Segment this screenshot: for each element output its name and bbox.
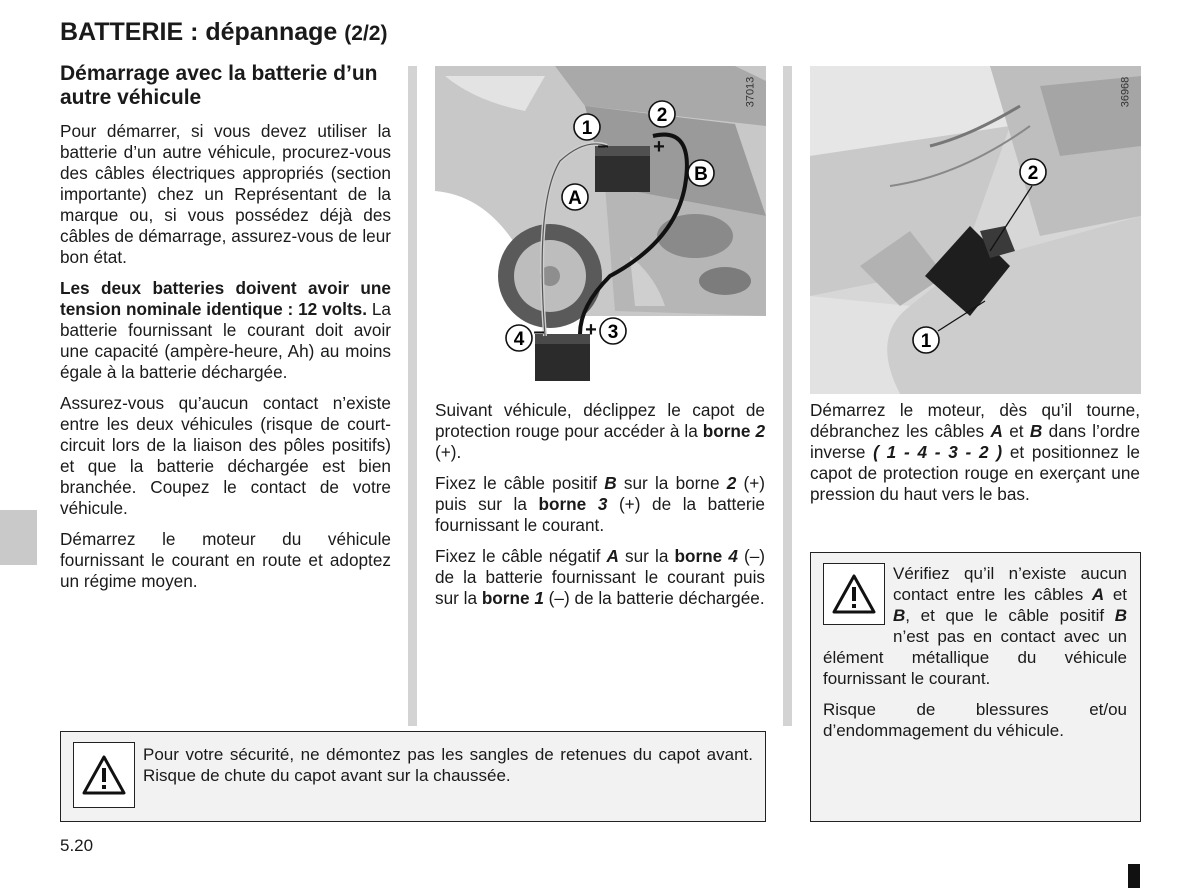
text-span: et bbox=[1104, 585, 1128, 604]
warning-triangle-icon bbox=[81, 754, 127, 796]
column-separator-left bbox=[408, 66, 417, 726]
label-A: A bbox=[568, 188, 582, 209]
figure-number: 37013 bbox=[744, 76, 757, 108]
plus-sign-2: + bbox=[653, 136, 665, 158]
icon-spacer bbox=[823, 563, 893, 647]
paragraph-voltage bbox=[60, 278, 391, 383]
warning-box-hood bbox=[60, 731, 766, 822]
label-4: 4 bbox=[513, 329, 525, 350]
figure-number: 36968 bbox=[1119, 76, 1132, 108]
label-2: 2 bbox=[656, 105, 668, 126]
chapter-tab bbox=[0, 510, 37, 565]
paragraph-unclip bbox=[435, 400, 765, 463]
text-span: Suivant véhicule, déclippez le capot de protection rouge pour accéder à la bbox=[435, 400, 765, 441]
voltage-bold: Les deux batteries doivent avoir une tension nominale identique : 12 volts. bbox=[60, 278, 391, 319]
text-span: Vérifiez qu’il n’existe aucun contact entre les câbles bbox=[893, 564, 1127, 604]
text-span: (+) puis sur la bbox=[435, 473, 765, 514]
page-number: 5.20 bbox=[60, 836, 94, 855]
minus-sign-1: – bbox=[597, 135, 609, 157]
text-span: (+) de la batterie fournissant le courant. bbox=[435, 494, 765, 535]
paragraph-negative-cable bbox=[435, 546, 765, 609]
page-corner-mark bbox=[1128, 864, 1140, 888]
paragraph-cables: Pour démarrer, si vous devez utiliser la batterie d’un autre véhicule, procurez-vous des câbles électriques appropriés (section importante) chez un Représentant de la marque ou, si vous possédez déjà des câbles de démarrage, assurez-vous de leur bon état. bbox=[60, 121, 391, 267]
terminal-2: 2 bbox=[726, 473, 737, 493]
text-span: Démarrez le moteur, dès qu’il tourne, débranchez les câbles bbox=[810, 400, 1140, 441]
label-1: 1 bbox=[581, 118, 593, 139]
figure-jump-start bbox=[435, 66, 766, 389]
page-title bbox=[60, 18, 387, 47]
cable-B: B bbox=[1114, 606, 1127, 625]
section-title: Démarrage avec la batterie d’un autre véhicule bbox=[60, 62, 378, 109]
cable-B: B bbox=[893, 606, 906, 625]
terminal-4: 4 bbox=[728, 546, 738, 566]
text-bold: borne bbox=[702, 421, 751, 441]
label-3: 3 bbox=[607, 322, 619, 343]
paragraph-positive-cable bbox=[435, 473, 765, 536]
terminal-1: 1 bbox=[534, 588, 544, 608]
text-span: sur la borne bbox=[616, 473, 727, 493]
cable-B: B bbox=[604, 473, 617, 493]
cable-A: A bbox=[990, 421, 1003, 441]
disconnect-sequence: ( 1 - 4 - 3 - 2 ) bbox=[873, 442, 1003, 462]
warning-icon bbox=[73, 742, 135, 808]
middle-column bbox=[435, 400, 765, 619]
warning-paragraph-risk: Risque de blessures et/ou d’endommagement du véhicule. bbox=[823, 700, 1127, 740]
text-span: , et que le câble positif bbox=[905, 606, 1115, 625]
voltage-rest: La batterie fournissant le courant doit avoir une capacité (ampère-heure, Ah) au moins égale à la batterie déchargée. bbox=[60, 299, 391, 382]
plus-sign-3: + bbox=[585, 319, 597, 341]
warning-text bbox=[143, 744, 753, 796]
text-span: Fixez le câble négatif bbox=[435, 546, 607, 566]
minus-sign-4: – bbox=[533, 321, 545, 343]
warning-paragraph-contact bbox=[823, 563, 1127, 689]
page-title-part: (2/2) bbox=[344, 22, 388, 45]
warning-text bbox=[823, 563, 1127, 751]
cable-A: A bbox=[606, 546, 619, 566]
label-B: B bbox=[694, 164, 708, 185]
text-span: dans l’ordre inverse bbox=[810, 421, 1140, 462]
text-bold: borne bbox=[481, 588, 530, 608]
page-title-main: BATTERIE : dépannage bbox=[60, 18, 338, 46]
text-span: sur la bbox=[618, 546, 675, 566]
label-2: 2 bbox=[1027, 163, 1039, 184]
column-separator-right bbox=[783, 66, 792, 726]
terminal-3: 3 bbox=[597, 494, 608, 514]
right-column bbox=[810, 400, 1140, 515]
warning-box-cables bbox=[810, 552, 1141, 822]
terminal-2: 2 bbox=[755, 421, 765, 441]
cable-A: A bbox=[1091, 585, 1105, 604]
text-span: (–) de la batterie fournissant le courant puis sur la bbox=[435, 546, 765, 608]
paragraph-start-donor: Démarrez le moteur du véhicule fournissant le courant en route et adoptez un régime moyen. bbox=[60, 529, 391, 591]
warning-paragraph-hood: Pour votre sécurité, ne démontez pas les sangles de retenues du capot avant. Risque de chute du capot avant sur la chaussée. bbox=[143, 745, 753, 785]
text-span: (–) de la batterie déchargée. bbox=[543, 588, 765, 608]
jump-start-illustration bbox=[435, 66, 766, 389]
text-span: et bbox=[1002, 421, 1030, 441]
text-bold: borne bbox=[674, 546, 723, 566]
paragraph-disconnect bbox=[810, 400, 1140, 505]
text-span: Fixez le câble positif bbox=[435, 473, 605, 493]
text-bold: borne bbox=[538, 494, 587, 514]
cable-B: B bbox=[1029, 421, 1043, 441]
battery-location-illustration bbox=[810, 66, 1141, 394]
text-span: (+). bbox=[435, 442, 462, 462]
label-1: 1 bbox=[920, 331, 932, 352]
text-span: n’est pas en contact avec un élément métallique du véhicule fournissant le courant. bbox=[823, 627, 1127, 688]
left-column bbox=[60, 62, 391, 602]
paragraph-contact: Assurez-vous qu’aucun contact n’existe entre les deux véhicules (risque de court-circuit lors de la liaison des pôles positifs) et que la batterie déchargée est bien branchée. Coupez le contact de votre véhicule. bbox=[60, 393, 391, 518]
text-span: et positionnez le capot de protection rouge en exerçant une pression du haut vers le bas. bbox=[810, 442, 1140, 504]
figure-battery-location bbox=[810, 66, 1141, 394]
